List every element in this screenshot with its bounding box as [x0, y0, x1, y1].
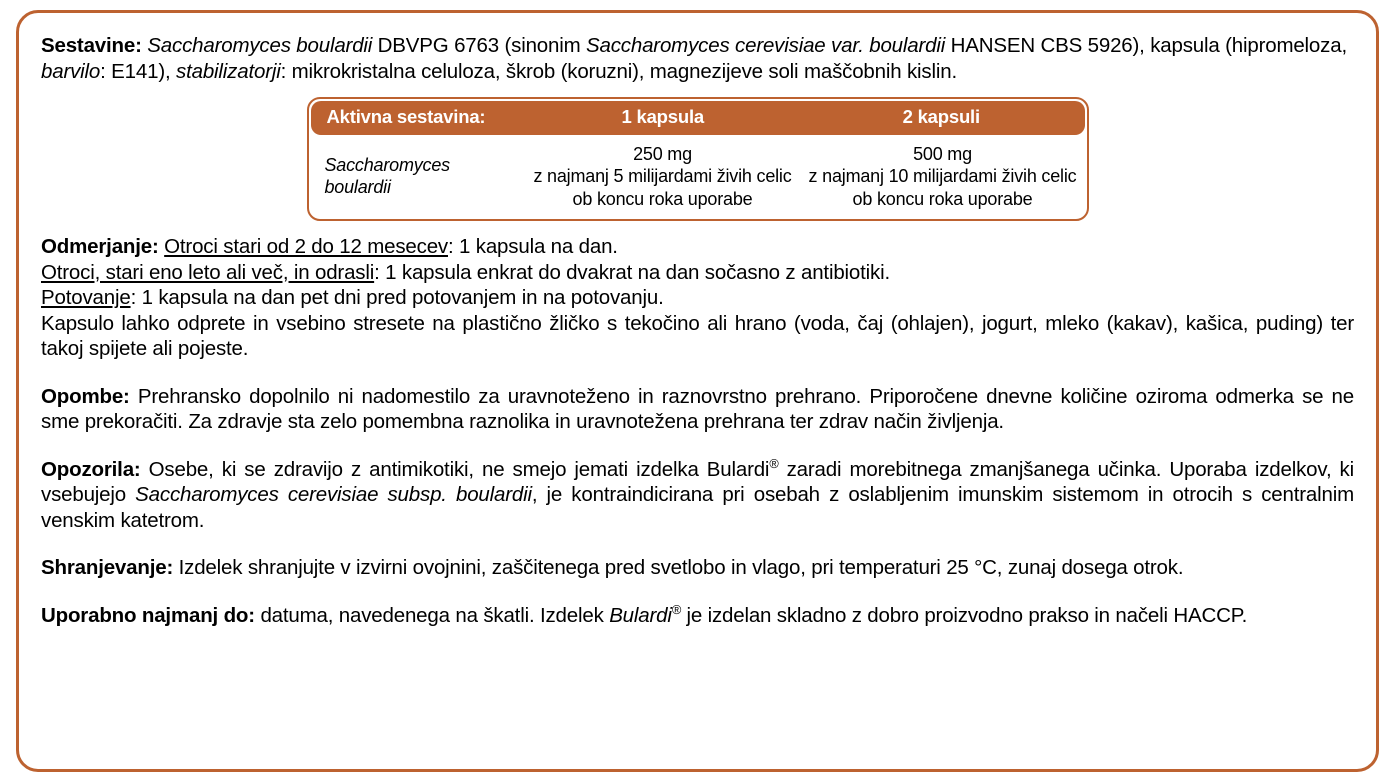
warnings-species: Saccharomyces cerevisiae subsp. boulardii — [135, 483, 532, 506]
storage-paragraph — [41, 555, 1354, 581]
ingredients-text-3: HANSEN CBS 5926), kapsula (hipromeloza, — [945, 34, 1347, 57]
dose-table-header-two-capsules: 2 kapsuli — [902, 106, 980, 127]
storage-label: Shranjevanje: — [41, 556, 174, 579]
brand-name: Bulardi — [609, 603, 672, 627]
warnings-text-2: zaradi morebitnega zmanjšanega učinka. Uporaba izdelkov, ki vsebujejo — [41, 457, 1354, 506]
registered-trademark-symbol: ® — [671, 601, 681, 617]
warnings-label: Opozorila: — [41, 457, 141, 481]
dose-table-cell-substance — [309, 154, 527, 199]
ingredients-text-5: : mikrokristalna celuloza, škrob (koruzni), magnezijeve soli maščobnih kislin. — [280, 59, 957, 83]
dose-table-wrapper — [41, 97, 1354, 221]
ingredients-paragraph — [41, 33, 1354, 84]
dose-table-header-row — [311, 101, 1085, 135]
one-capsule-line-3: ob koncu roka uporabe — [572, 188, 753, 209]
one-capsule-line-1: 250 mg — [633, 143, 692, 164]
ingredients-label: Sestavine: — [41, 34, 142, 57]
ingredients-text-2: DBVPG 6763 (sinonim — [372, 34, 587, 57]
substance-line-2: boulardii — [324, 177, 391, 198]
best-before-label: Uporabno najmanj do: — [41, 603, 255, 627]
best-before-text-1: datuma, navedenega na škatli. Izdelek — [254, 603, 610, 627]
warnings-text-1: Osebe, ki se zdravijo z antimikotiki, ne smejo jemati izdelka Bulardi — [140, 457, 770, 481]
notes-paragraph — [41, 384, 1354, 435]
warnings-text-3: , je kontraindicirana pri osebah z oslabljenim imunskim sistemom in otrocih s centralnim venskim katetrom. — [41, 483, 1354, 532]
dosage-line-2-rest: : 1 kapsula enkrat do dvakrat na dan sočasno z antibiotiki. — [374, 260, 890, 284]
notes-label: Opombe: — [41, 384, 130, 408]
dosage-age-group-1: Otroci stari od 2 do 12 mesecev — [164, 235, 448, 258]
ingredients-stabilisers-label: stabilizatorji — [176, 59, 281, 83]
substance-line-1: Saccharomyces — [324, 154, 450, 175]
warnings-paragraph — [41, 457, 1354, 534]
one-capsule-line-2: z najmanj 5 milijardami živih celic — [533, 166, 792, 186]
best-before-paragraph — [41, 603, 1354, 629]
dose-table-header-one-capsule: 1 kapsula — [621, 106, 704, 127]
dose-table-cell-one-capsule — [527, 143, 799, 211]
registered-trademark-symbol: ® — [769, 455, 779, 471]
ingredients-text-4: : E141), — [100, 59, 177, 83]
best-before-text-2: je izdelan skladno z dobro proizvodno prakso in načeli HACCP. — [680, 603, 1248, 627]
dosage-line-3 — [41, 285, 1354, 311]
two-capsules-line-2: z najmanj 10 milijardami živih celic — [808, 166, 1077, 186]
spacer — [41, 221, 1354, 234]
two-capsules-line-3: ob koncu roka uporabe — [852, 188, 1033, 209]
dose-table-header-substance: Aktivna sestavina: — [326, 106, 486, 127]
dosage-line-1-rest: : 1 kapsula na dan. — [448, 235, 618, 258]
dosage-age-group-2: Otroci, stari eno leto ali več, in odrasli — [41, 260, 375, 284]
dosage-line-1 — [41, 234, 1354, 260]
dosage-label: Odmerjanje: — [41, 235, 159, 258]
dose-table — [307, 97, 1089, 221]
ingredients-colourant-label: barvilo — [41, 59, 101, 83]
notes-text: Prehransko dopolnilo ni nadomestilo za uravnoteženo in raznovrstno prehrano. Priporočene dnevne količine oziroma odmerka se ne sme prekoračiti. Za zdravje sta zelo pomembna raznolika in uravnotežena prehrana ter zdrav način življenja. — [41, 384, 1354, 433]
dosage-line-4: Kapsulo lahko odprete in vsebino stresete na plastično žličko s tekočino ali hrano (voda, čaj (ohlajen), jogurt, mleko (kakav), kašica, puding) ter takoj spijete ali pojeste. — [41, 311, 1354, 360]
ingredients-species-1: Saccharomyces boulardii — [147, 34, 373, 57]
table-row — [309, 137, 1087, 220]
spacer — [41, 435, 1354, 457]
spacer — [41, 84, 1354, 97]
dosage-travel-label: Potovanje — [41, 286, 131, 309]
spacer — [41, 533, 1354, 555]
spacer — [41, 362, 1354, 384]
dosage-line-2 — [41, 260, 1354, 286]
spacer — [41, 581, 1354, 603]
two-capsules-line-1: 500 mg — [913, 143, 972, 164]
leaflet-panel — [16, 10, 1379, 772]
storage-text: Izdelek shranjujte v izvirni ovojnini, zaščitenega pred svetlobo in vlago, pri temperaturi 25 °C, zunaj dosega otrok. — [173, 556, 1184, 579]
dose-table-cell-two-capsules — [799, 143, 1087, 211]
dosage-line-3-rest: : 1 kapsula na dan pet dni pred potovanjem in na potovanju. — [130, 286, 664, 309]
ingredients-species-2: Saccharomyces cerevisiae var. boulardii — [586, 34, 946, 57]
